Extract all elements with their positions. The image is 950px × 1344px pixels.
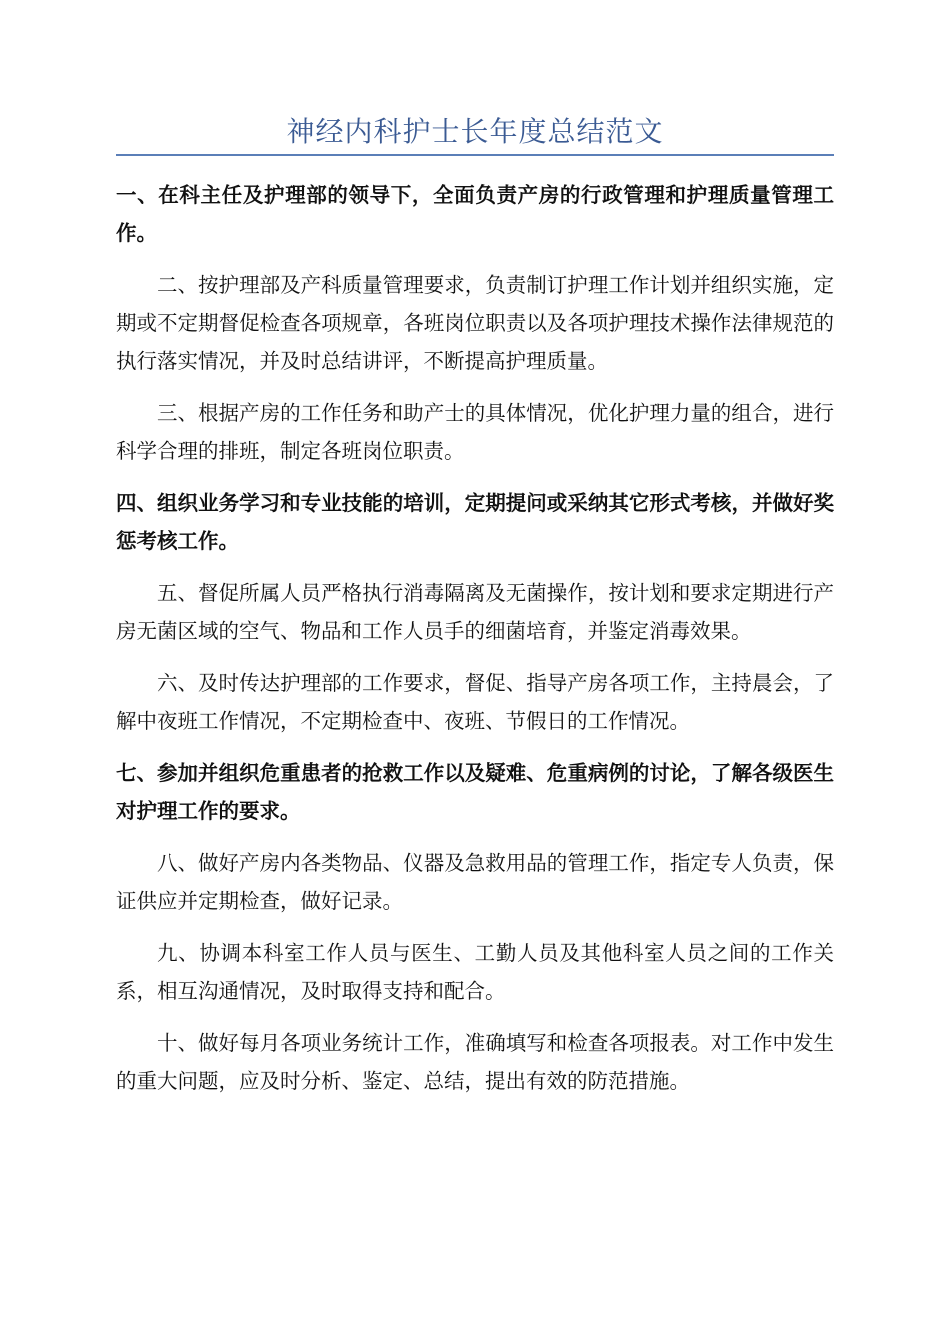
document-title: 神经内科护士长年度总结范文: [286, 115, 664, 148]
paragraph-6: 六、及时传达护理部的工作要求，督促、指导产房各项工作，主持晨会，了解中夜班工作情况，不定期检查中、夜班、节假日的工作情况。: [116, 671, 834, 733]
paragraph-7: 七、参加并组织危重患者的抢救工作以及疑难、危重病例的讨论，了解各级医生对护理工作的要求。: [116, 761, 834, 823]
document-body: [116, 176, 834, 1114]
paragraph-2: 二、按护理部及产科质量管理要求，负责制订护理工作计划并组织实施，定期或不定期督促检查各项规章，各班岗位职责以及各项护理技术操作法律规范的执行落实情况，并及时总结讲评，不断提高护理质量。: [116, 273, 834, 373]
paragraph-8: 八、做好产房内各类物品、仪器及急救用品的管理工作，指定专人负责，保证供应并定期检查，做好记录。: [116, 851, 834, 913]
paragraph-5: 五、督促所属人员严格执行消毒隔离及无菌操作，按计划和要求定期进行产房无菌区域的空气、物品和工作人员手的细菌培育，并鉴定消毒效果。: [116, 581, 834, 643]
paragraph-1: 一、在科主任及护理部的领导下，全面负责产房的行政管理和护理质量管理工作。: [116, 183, 834, 245]
paragraph-9: 九、协调本科室工作人员与医生、工勤人员及其他科室人员之间的工作关系，相互沟通情况，及时取得支持和配合。: [116, 941, 834, 1003]
title-underline: [116, 154, 834, 156]
paragraph-10: 十、做好每月各项业务统计工作，准确填写和检查各项报表。对工作中发生的重大问题，应及时分析、鉴定、总结，提出有效的防范措施。: [116, 1031, 834, 1093]
paragraph-3: 三、根据产房的工作任务和助产士的具体情况，优化护理力量的组合，进行科学合理的排班，制定各班岗位职责。: [116, 401, 834, 463]
paragraph-4: 四、组织业务学习和专业技能的培训，定期提问或采纳其它形式考核，并做好奖惩考核工作。: [116, 491, 834, 553]
